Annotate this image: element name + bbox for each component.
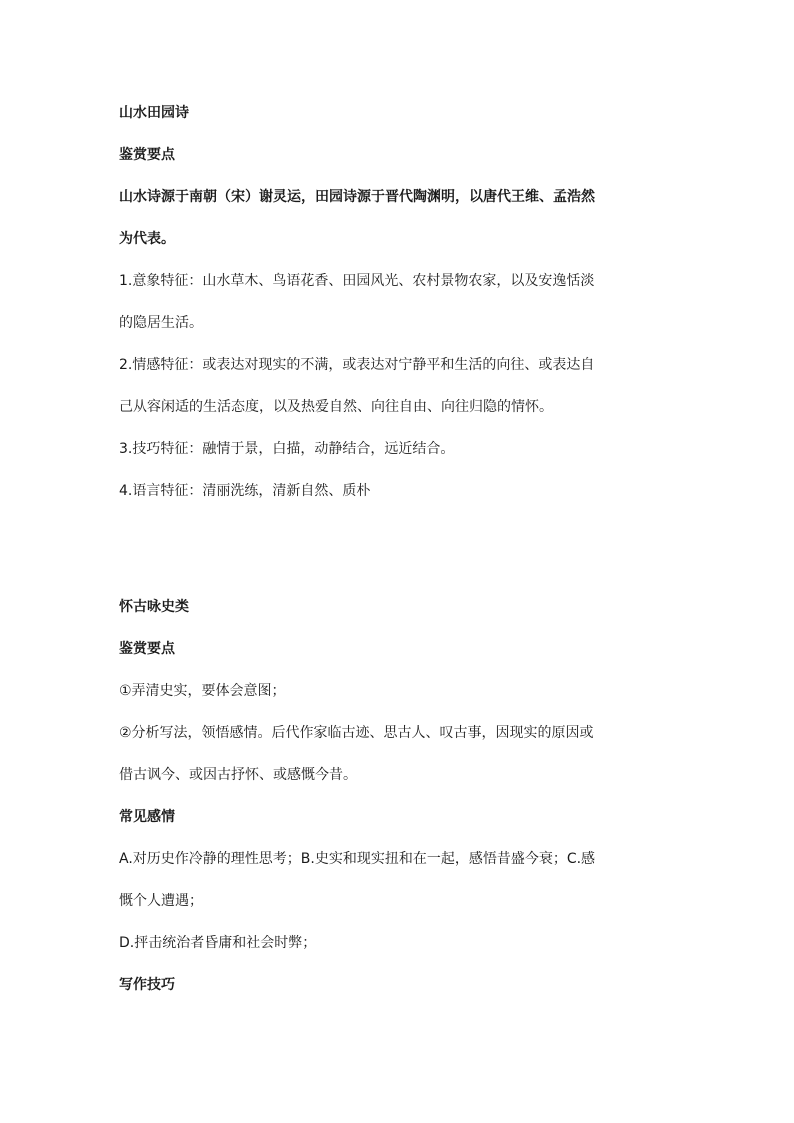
section-subtitle-appreciation-points: 鉴赏要点 [119, 147, 175, 163]
intro-text-line: 为代表。 [119, 231, 175, 247]
list-item-emotion-cont: 己从容闲适的生活态度，以及热爱自然、向往自由、向往归隐的情怀。 [119, 399, 553, 415]
list-item-point-1: ①弄清史实，要体会意图； [119, 683, 286, 699]
list-item-imagery: 1.意象特征：山水草木、鸟语花香、田园风光、农村景物农家，以及安逸恬淡 [119, 273, 595, 289]
list-item-point-2-cont: 借古讽今、或因古抒怀、或感慨今昔。 [119, 767, 357, 783]
list-item-technique: 3.技巧特征：融情于景，白描，动静结合，远近结合。 [119, 441, 455, 457]
heading-writing-techniques: 写作技巧 [119, 977, 175, 993]
list-item-language: 4.语言特征：清丽洗练，清新自然、质朴 [119, 483, 371, 499]
section-subtitle-appreciation-points: 鉴赏要点 [119, 641, 175, 657]
section-title-landscape-poetry: 山水田园诗 [119, 105, 189, 121]
list-item-point-2: ②分析写法，领悟感情。后代作家临古迹、思古人、叹古事，因现实的原因或 [119, 725, 594, 741]
document-body [119, 103, 679, 995]
list-item-imagery-cont: 的隐居生活。 [119, 315, 203, 331]
emotions-text-line: D.抨击统治者昏庸和社会时弊； [119, 935, 317, 951]
heading-common-emotions: 常见感情 [119, 809, 175, 825]
section-title-historical-poetry: 怀古咏史类 [119, 599, 189, 615]
list-item-emotion: 2.情感特征：或表达对现实的不满，或表达对宁静平和生活的向往、或表达自 [119, 357, 595, 373]
emotions-text-line: 慨个人遭遇； [119, 893, 203, 909]
emotions-text-line: A.对历史作冷静的理性思考；B.史实和现实扭和在一起，感悟昔盛今衰；C.感 [119, 851, 596, 867]
intro-text-line: 山水诗源于南朝（宋）谢灵运，田园诗源于晋代陶渊明，以唐代王维、孟浩然 [119, 189, 595, 205]
